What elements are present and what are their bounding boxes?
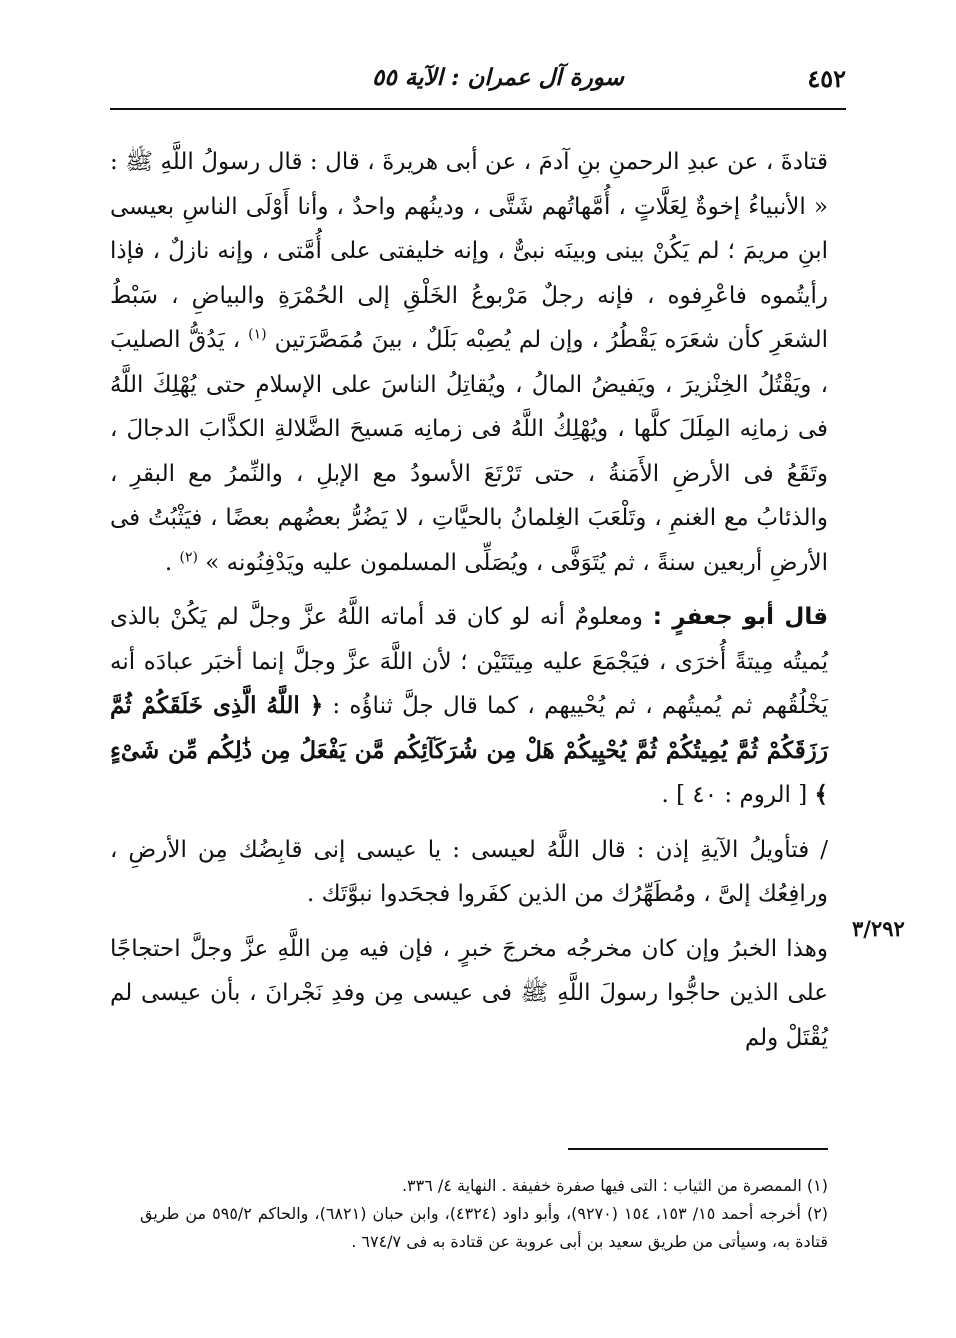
header-rule [110, 108, 846, 110]
page-header [110, 58, 846, 98]
paragraph-commentary [110, 595, 828, 818]
running-title: سورة آل عمران : الآية ٥٥ [372, 64, 624, 91]
page-number: ٤٥٢ [807, 64, 846, 93]
quran-verse: ﴿ اللَّهُ الَّذِى خَلَقَكُمْ ثُمَّ رَزَقَكُمْ ثُمَّ يُمِيتُكُمْ ثُمَّ يُحْيِيكُمْ هَلْ مِن شُرَكَآئِكُم مَّن يَفْعَلُ مِن ذَٰلِكُم مِّن شَىْءٍ ﴾ [110, 692, 828, 808]
hadith-text-part2: ، يَدُقُّ الصليبَ ، ويَقْتُلُ الخِنْزيرَ ، ويَفيضُ المالُ ، ويُقاتِلُ الناسَ على الإسلامِ حتى يُهْلِكَ اللَّهُ فى زمانِه المِلَلَ كلَّها ، ويُهْلِكُ اللَّهُ فى زمانِه مَسيحَ الضَّلالةِ الكذَّابَ الدجالَ ، وتَقَعُ فى الأرضِ الأَمَنةُ ، حتى تَرْتَعَ الأسودُ مع الإبلِ ، والنِّمرُ مع البقرِ ، والذئابُ مع الغنمِ ، وتَلْعَبَ الغِلمانُ بالحيَّاتِ ، لا يَضُرُّ بعضُهم بعضًا ، فيَثْبُتُ فى الأرضِ أربعين سنةً ، ثم يُتَوَفَّى ، ويُصَلِّى المسلمون عليه ويَدْفِنُونه » [110, 327, 828, 576]
paragraph-hadith [110, 140, 828, 585]
footnote-1: (١) الممصرة من الثياب : التى فيها صفرة خفيفة . النهاية ٤/ ٣٣٦. [401, 1176, 828, 1195]
speaker-label: قال أبو جعفرٍ : [652, 604, 829, 630]
footnote-rule [568, 1148, 828, 1150]
footnote-marker-2: (٢) [179, 548, 198, 565]
footnote-marker-1: (١) [248, 326, 267, 343]
margin-reference: ٣/٢٩٢ [852, 916, 905, 941]
verse-citation: [ الروم : ٤٠ ] . [661, 782, 808, 808]
paragraph-argument: وهذا الخبرُ وإن كان مخرجُه مخرجَ خبرٍ ، فإن فيه مِن اللَّهِ عزَّ وجلَّ احتجاجًا على الذين حاجُّوا رسولَ اللَّهِ ﷺ فى عيسى مِن وفدِ نَجْرانَ ، بأن عيسى لم يُقْتَلْ ولم [110, 935, 828, 1051]
hadith-text-part1: قتادةَ ، عن عبدِ الرحمنِ بنِ آدمَ ، عن أبى هريرةَ ، قال : قال رسولُ اللَّهِ ﷺ : « الأنبياءُ إخوةٌ لِعَلَّاتٍ ، أُمَّهاتُهم شَتَّى ، ودينُهم واحدٌ ، وأنا أَوْلَى الناسِ بعيسى ابنِ مريمَ ؛ لم يَكُنْ بينى وبينَه نبىٌّ ، وإنه خليفتى على أُمَّتى ، وإنه نازلٌ ، فإذا رأيتُموه فاعْرِفوه ، فإنه رجلٌ مَرْبوعُ الخَلْقِ إلى الحُمْرَةِ والبياضِ ، سَبْطُ الشعَرِ كأن شعَرَه يَقْطُرُ ، وإن لم يُصِبْه بَلَلٌ ، بينَ مُمَصَّرَتين [110, 149, 828, 353]
main-text [110, 140, 828, 1060]
paragraph-interpretation: / فتأويلُ الآيةِ إذن : قال اللَّهُ لعيسى : يا عيسى إنى قابِضُك مِن الأرضِ ، ورافِعُك إلىَّ ، ومُطَهِّرُك من الذين كفَروا فجحَدوا نبوَّتَك . [110, 836, 828, 907]
footnotes [140, 1172, 828, 1256]
commentary-text: ومعلومٌ أنه لو كان قد أماته اللَّهُ عزَّ وجلَّ لم يَكُنْ بالذى يُميتُه مِيتةً أُخرَى ، فيَجْمَعَ عليه مِيتَتَيْن ؛ لأن اللَّهَ عزَّ وجلَّ إنما أخبَر عبادَه أنه يَخْلُقُهم ثم يُميتُهم ، ثم يُحْييهم ، كما قال جلَّ ثناؤُه : [110, 604, 828, 719]
hadith-text-end: . [164, 549, 173, 576]
footnote-2: (٢) أخرجه أحمد ١٥/ ١٥٣، ١٥٤ (٩٢٧٠)، وأبو داود (٤٣٢٤)، وابن حبان (٦٨٢١)، والحاكم ٥٩٥/٢ من طريق قتادة به، وسيأتى من طريق سعيد بن أبى عروبة عن قتادة به فى ٦٧٤/٧ . [140, 1204, 829, 1251]
